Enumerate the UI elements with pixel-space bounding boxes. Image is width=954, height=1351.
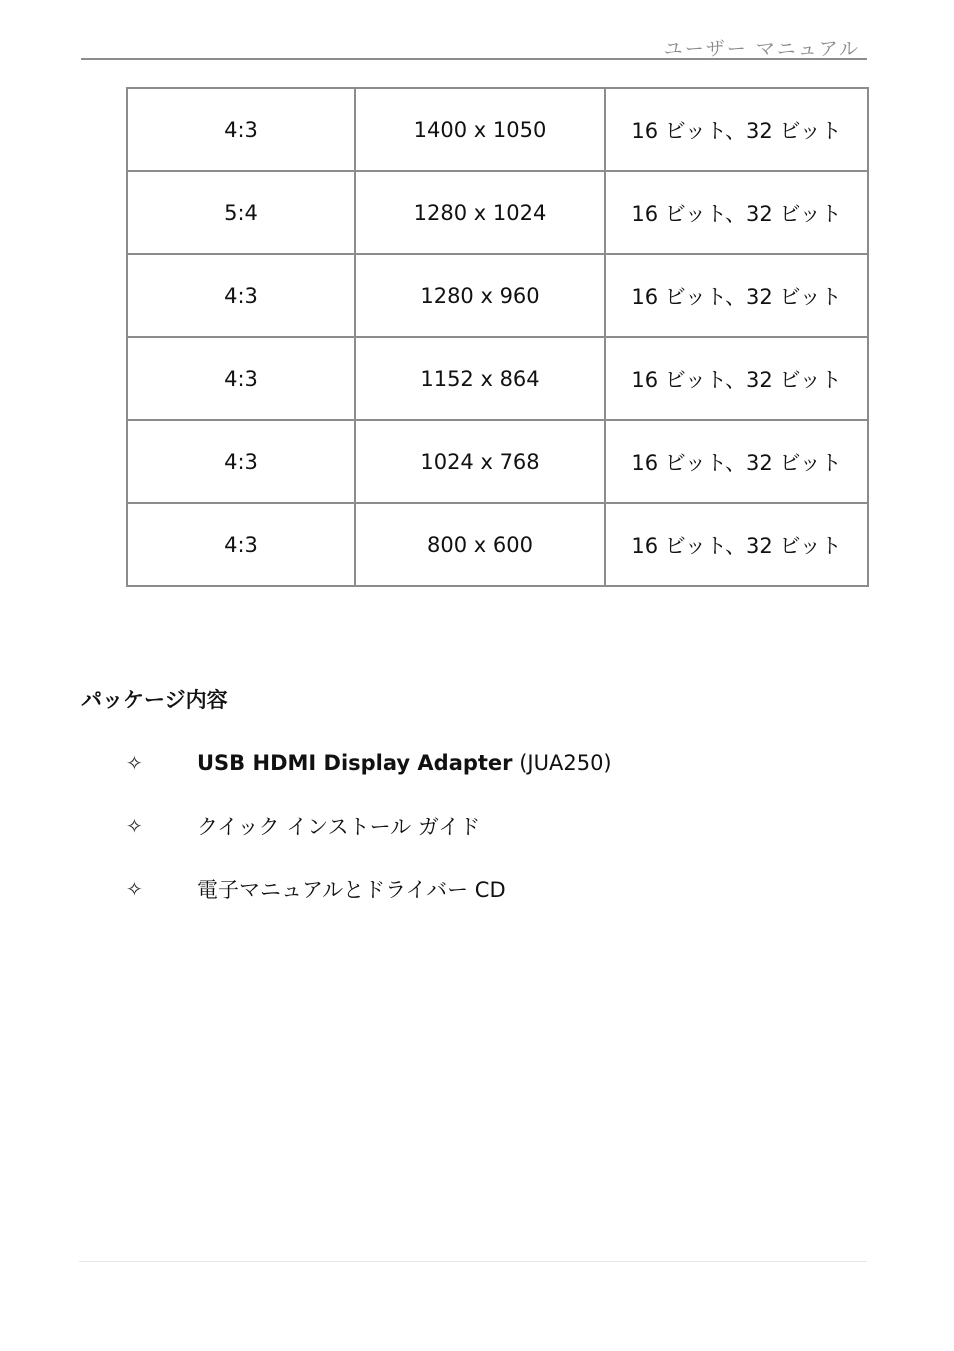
list-item [126,811,480,841]
color-depth-cell: 16 ビット、32 ビット [605,88,868,171]
table-row [127,337,868,420]
resolution-cell: 1152 x 864 [355,337,605,420]
package-contents-heading: パッケージ内容 [81,688,228,712]
four-point-star-icon: ✧ [126,877,143,901]
color-depth-cell: 16 ビット、32 ビット [605,337,868,420]
aspect-ratio-cell: 4:3 [127,503,355,586]
four-point-star-icon: ✧ [126,814,143,838]
color-depth-cell: 16 ビット、32 ビット [605,254,868,337]
footer-rule [79,1261,867,1262]
table-row [127,420,868,503]
list-item-text [197,751,612,775]
table-row [127,254,868,337]
resolution-cell: 1280 x 1024 [355,171,605,254]
color-depth-cell: 16 ビット、32 ビット [605,420,868,503]
header-rule [81,58,867,60]
list-item-text: クイック インストール ガイド [197,815,481,839]
aspect-ratio-cell: 4:3 [127,254,355,337]
resolution-cell: 1280 x 960 [355,254,605,337]
aspect-ratio-cell: 4:3 [127,420,355,503]
resolution-cell: 1024 x 768 [355,420,605,503]
table-row [127,88,868,171]
list-item [126,748,612,778]
color-depth-cell: 16 ビット、32 ビット [605,503,868,586]
list-item [126,874,506,904]
aspect-ratio-cell: 4:3 [127,88,355,171]
resolution-cell: 800 x 600 [355,503,605,586]
table-row [127,171,868,254]
table-row [127,503,868,586]
header-title: ユーザー マニュアル [663,38,860,60]
aspect-ratio-cell: 4:3 [127,337,355,420]
product-name: USB HDMI Display Adapter [197,751,513,775]
resolution-cell: 1400 x 1050 [355,88,605,171]
color-depth-cell: 16 ビット、32 ビット [605,171,868,254]
four-point-star-icon: ✧ [126,751,143,775]
resolution-table [126,87,869,587]
list-item-text: 電子マニュアルとドライバー CD [197,878,506,902]
product-model: (JUA250) [512,751,612,775]
aspect-ratio-cell: 5:4 [127,171,355,254]
